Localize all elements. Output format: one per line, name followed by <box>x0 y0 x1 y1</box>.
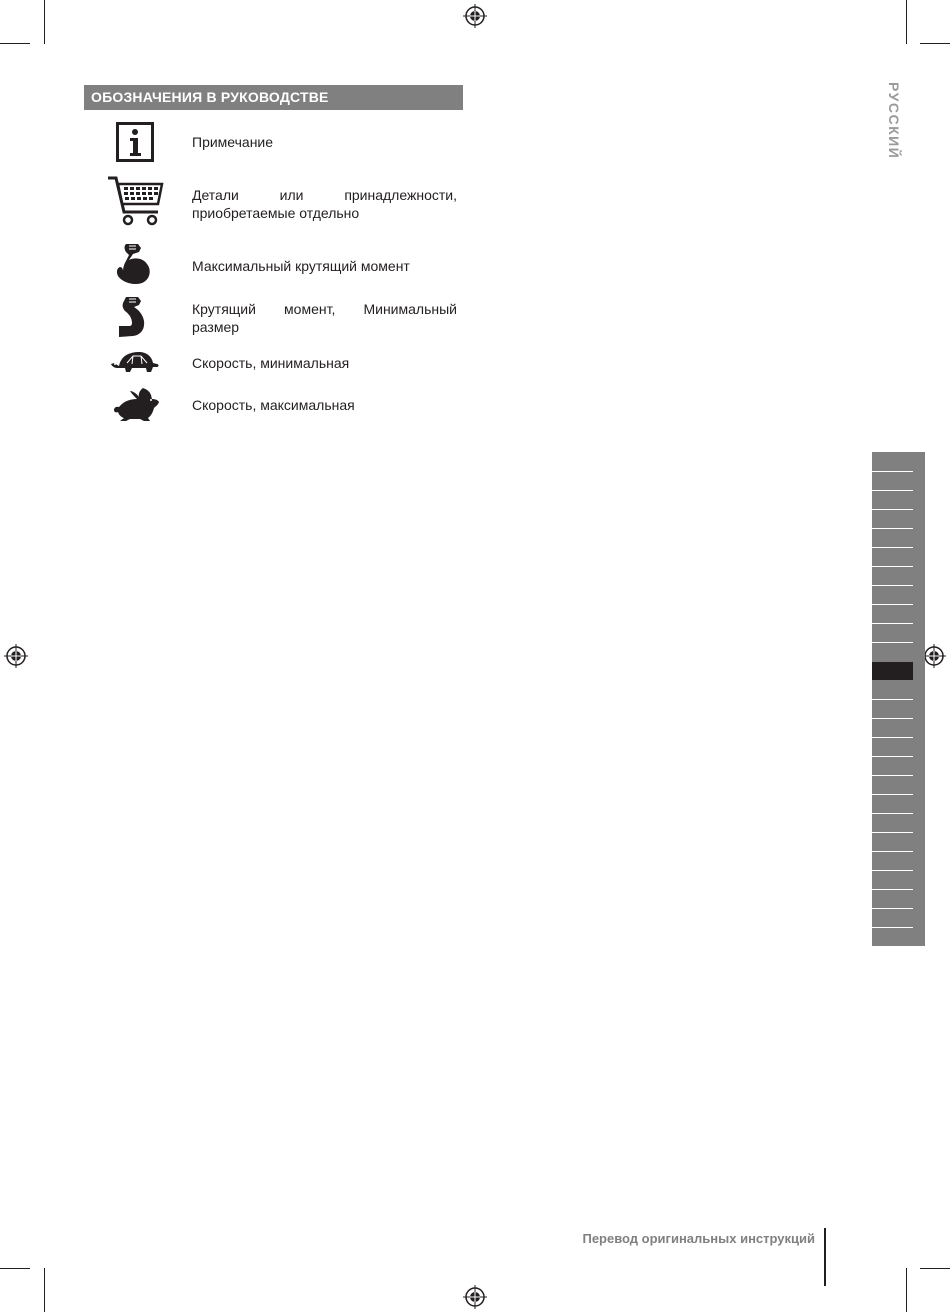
footer-text: Перевод оригинальных инструкций <box>582 1231 815 1246</box>
crop-mark <box>906 1268 907 1312</box>
registration-mark-icon <box>4 644 28 668</box>
language-label: РУССКИЙ <box>886 82 902 160</box>
tab-divider <box>872 718 913 719</box>
tab-divider <box>872 585 913 586</box>
info-icon <box>116 122 154 162</box>
tab-divider <box>872 794 913 795</box>
tab-divider <box>872 870 913 871</box>
crop-mark <box>0 1268 30 1269</box>
tab-divider <box>872 775 913 776</box>
arm-icon <box>116 295 152 337</box>
registration-mark-icon <box>463 4 487 28</box>
tab-divider <box>872 604 913 605</box>
registration-mark-icon <box>463 1285 487 1309</box>
tab-divider <box>872 509 913 510</box>
tab-divider <box>872 547 913 548</box>
footer-divider <box>824 1228 826 1286</box>
crop-mark <box>906 0 907 44</box>
tab-index-strip <box>872 452 925 946</box>
tab-divider <box>872 566 913 567</box>
tab-active-marker <box>872 662 913 680</box>
tab-divider <box>872 699 913 700</box>
tab-divider <box>872 832 913 833</box>
crop-mark <box>44 0 45 44</box>
section-title: ОБОЗНАЧЕНИЯ В РУКОВОДСТВЕ <box>84 85 463 110</box>
tab-divider <box>872 490 913 491</box>
item-text-max-torque: Максимальный крутящий момент <box>192 258 410 274</box>
item-text-accessories: Детали или принадлежности, приобретаемые отдельно <box>192 187 457 221</box>
tab-divider <box>872 851 913 852</box>
tab-divider <box>872 642 913 643</box>
shopping-cart-icon <box>106 174 164 228</box>
tab-divider <box>872 528 913 529</box>
tab-divider <box>872 623 913 624</box>
crop-mark <box>0 43 30 44</box>
turtle-icon <box>111 350 159 374</box>
tab-divider <box>872 756 913 757</box>
tab-divider <box>872 927 913 928</box>
crop-mark <box>920 1268 950 1269</box>
flexed-arm-icon <box>116 242 154 284</box>
rabbit-icon <box>113 387 159 421</box>
tab-divider <box>872 908 913 909</box>
item-text-speed-min: Скорость, минимальная <box>192 355 350 371</box>
tab-divider <box>872 813 913 814</box>
tab-divider <box>872 889 913 890</box>
registration-mark-icon <box>922 644 946 668</box>
tab-divider <box>872 471 913 472</box>
crop-mark <box>920 43 950 44</box>
crop-mark <box>44 1268 45 1312</box>
item-text-torque-min: Крутящий момент, Минимальный размер <box>192 301 457 335</box>
tab-divider <box>872 737 913 738</box>
item-text-note: Примечание <box>192 134 274 150</box>
item-text-speed-max: Скорость, максимальная <box>192 397 355 413</box>
